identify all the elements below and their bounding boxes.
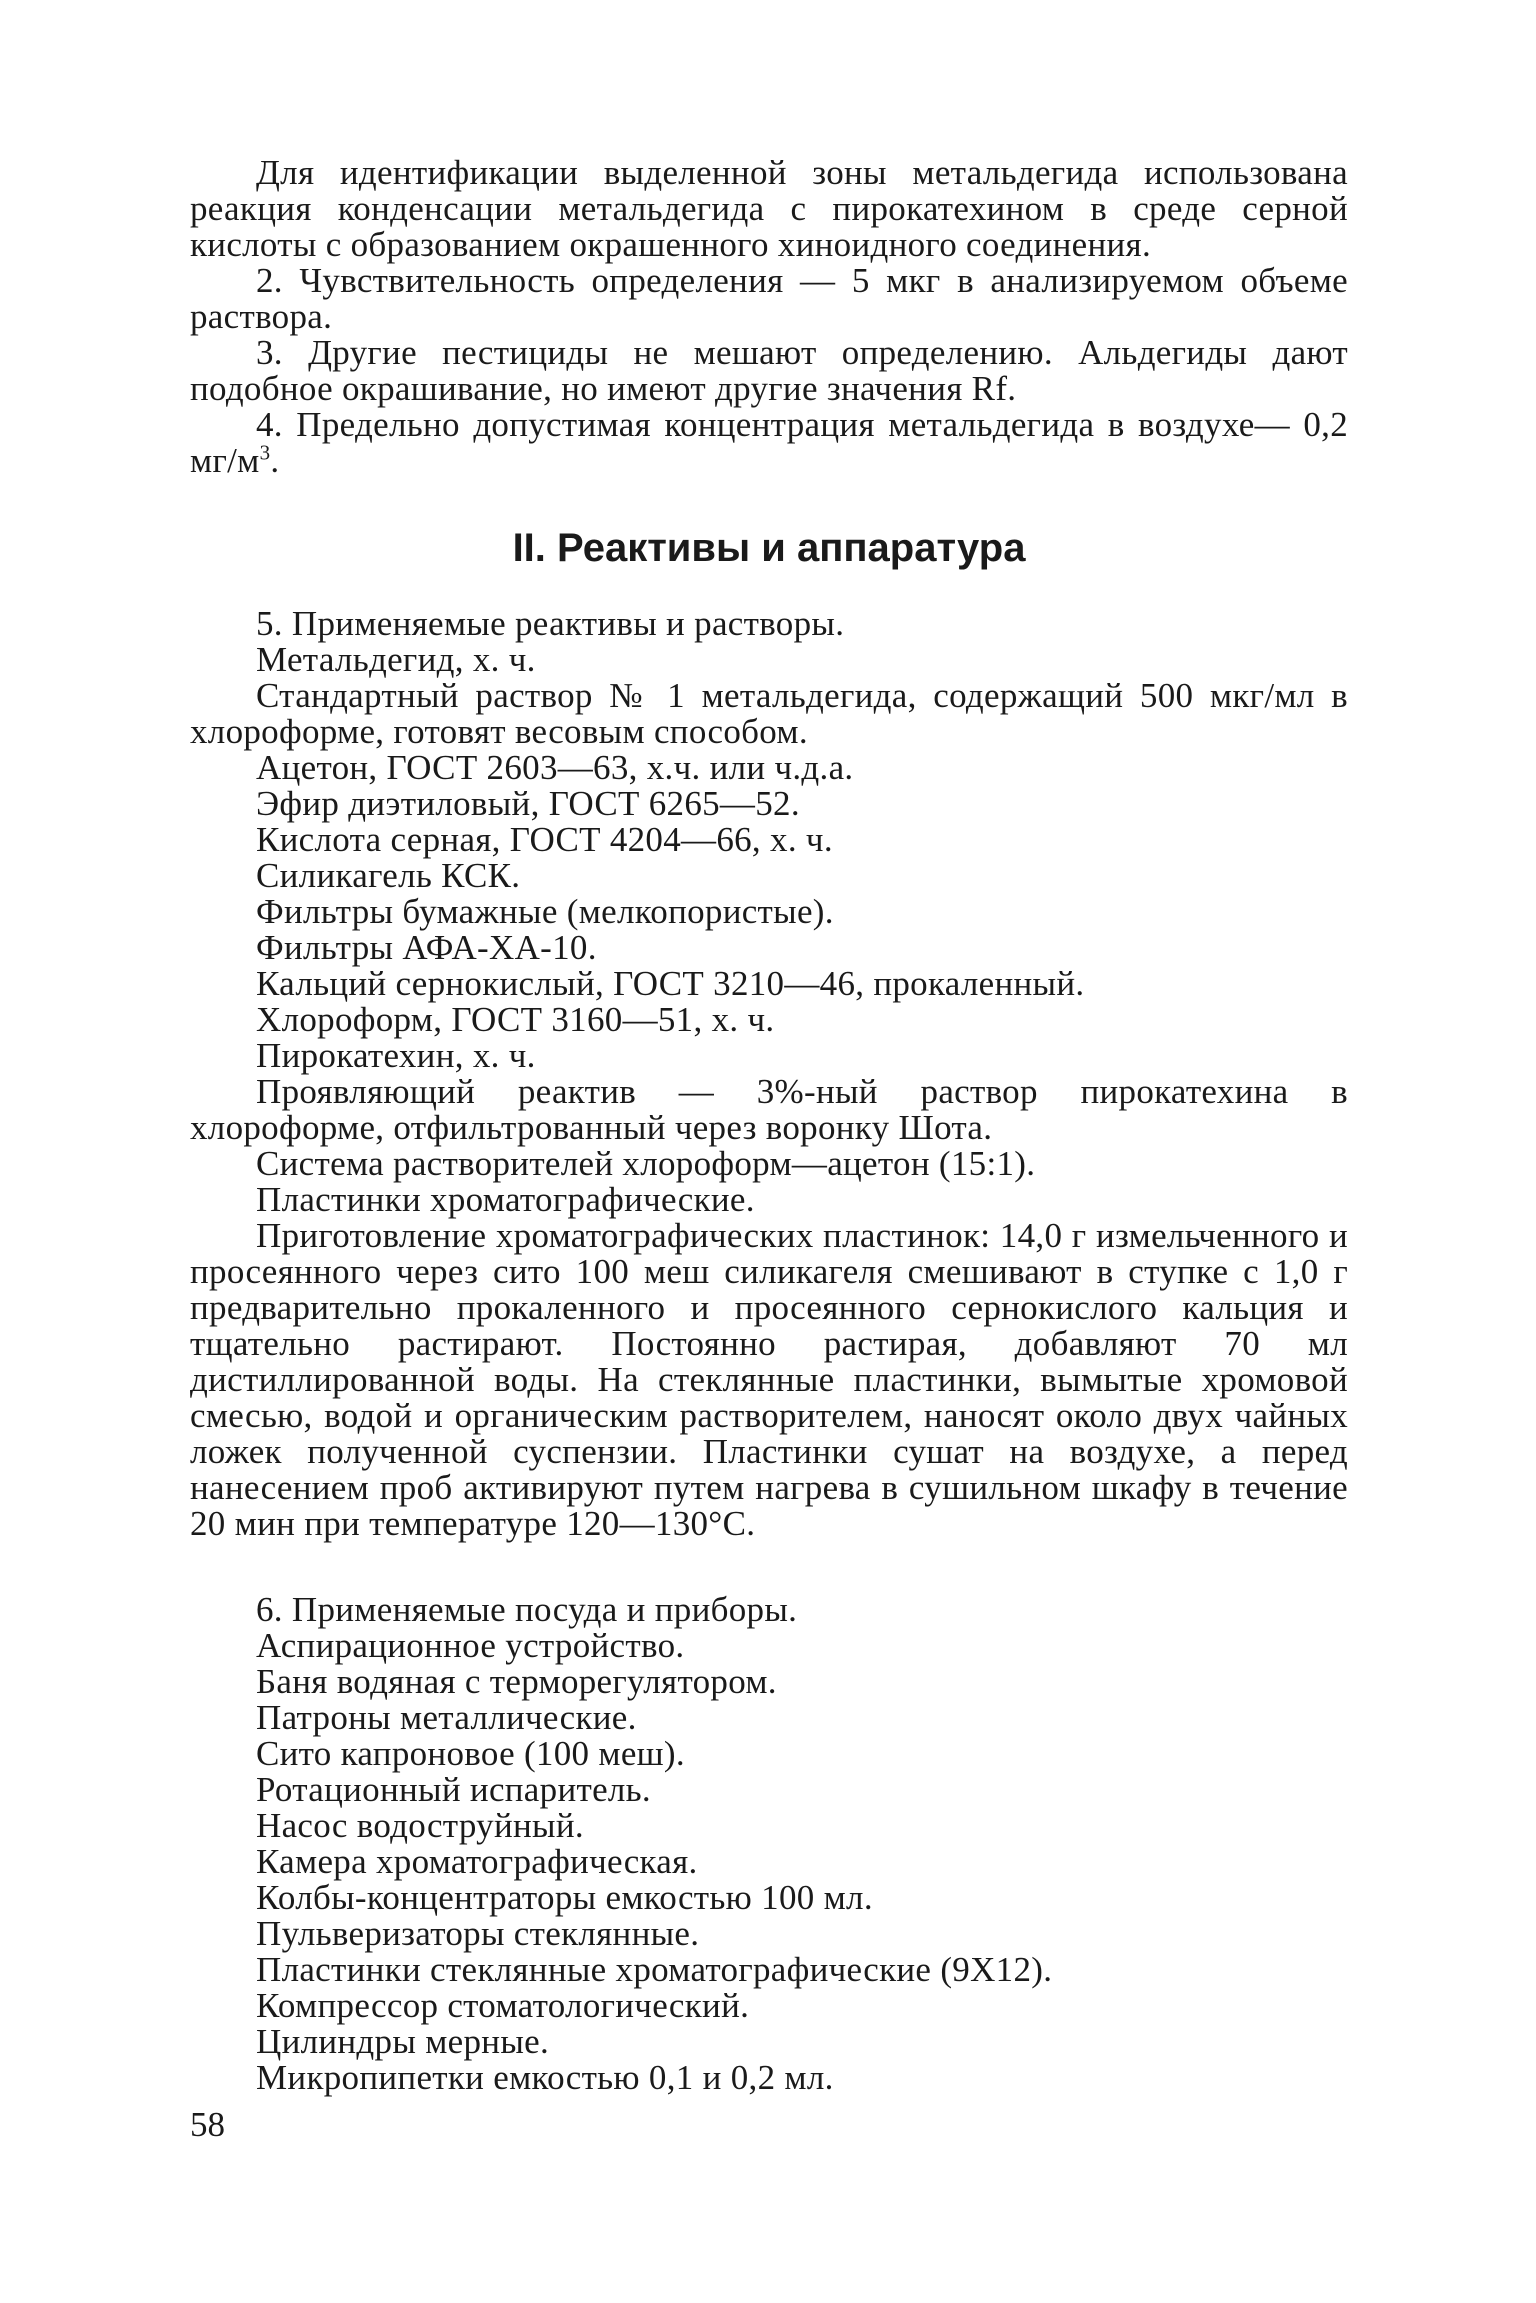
equipment-item: Пульверизаторы стеклянные.: [256, 1914, 700, 1953]
reagent-item: Система растворителей хлороформ—ацетон (15:1).: [256, 1144, 1036, 1183]
plate-preparation-paragraph: Приготовление хроматографических пластинок: 14,0 г измельченного и просеянного через сито 100 меш силикагеля смешивают в ступке с 1,0 г предварительно прокаленного и просеянного сернокислого кальция и тщательно растирают. Постоянно растирая, добавляют 70 мл дистиллированной воды. На стеклянные пластинки, вымытые хромовой смесью, водой и органическим растворителем, наносят около двух чайных ложек полученной суспензии. Пластинки сушат на воздухе, а перед нанесением проб активируют путем нагрева в сушильном шкафу в течение 20 мин при температуре 120—130°С.: [190, 1216, 1348, 1543]
intro-section: [190, 155, 1348, 479]
equipment-item: Цилиндры мерные.: [256, 2022, 550, 2061]
equipment-item: Сито капроновое (100 меш).: [256, 1734, 685, 1773]
reagent-item: Кислота серная, ГОСТ 4204—66, х. ч.: [256, 820, 833, 859]
reagents-section: [190, 606, 1348, 1542]
equipment-item: Компрессор стоматологический.: [256, 1986, 750, 2025]
equipment-item: Баня водяная с терморегулятором.: [256, 1662, 777, 1701]
equipment-section: [190, 1592, 1348, 2096]
reagent-item: Проявляющий реактив — 3%-ный раствор пирокатехина в хлороформе, отфильтрованный через воронку Шота.: [190, 1072, 1348, 1147]
equipment-item: Камера хроматографическая.: [256, 1842, 698, 1881]
reagent-item: Хлороформ, ГОСТ 3160—51, х. ч.: [256, 1000, 775, 1039]
reagent-item: Ацетон, ГОСТ 2603—63, х.ч. или ч.д.а.: [256, 748, 854, 787]
page-number: 58: [190, 2105, 225, 2144]
intro-paragraph-4-end: .: [270, 441, 280, 480]
equipment-item: Аспирационное устройство.: [256, 1626, 685, 1665]
reagent-item: Пластинки хроматографические.: [256, 1180, 755, 1219]
reagent-item: Кальций сернокислый, ГОСТ 3210—46, прокаленный.: [256, 964, 1085, 1003]
intro-paragraph-4-superscript: 3: [259, 440, 271, 465]
equipment-item: Патроны металлические.: [256, 1698, 637, 1737]
equipment-item: Колбы-концентраторы емкостью 100 мл.: [256, 1878, 873, 1917]
section-title: II. Реактивы и аппаратура: [512, 526, 1026, 570]
reagents-heading: 5. Применяемые реактивы и растворы.: [256, 604, 845, 643]
intro-paragraph-2: 2. Чувствительность определения — 5 мкг в анализируемом объеме раствора.: [190, 261, 1348, 336]
equipment-item: Пластинки стеклянные хроматографические (9Х12).: [256, 1950, 1053, 1989]
equipment-heading: 6. Применяемые посуда и приборы.: [256, 1590, 798, 1629]
reagent-item: Фильтры АФА-ХА-10.: [256, 928, 597, 967]
reagent-item: Эфир диэтиловый, ГОСТ 6265—52.: [256, 784, 800, 823]
reagent-item: Пирокатехин, х. ч.: [256, 1036, 536, 1075]
reagent-item: Метальдегид, х. ч.: [256, 640, 536, 679]
equipment-item: Ротационный испаритель.: [256, 1770, 651, 1809]
intro-paragraph-4: [190, 407, 1348, 479]
intro-paragraph-4-text: 4. Предельно допустимая концентрация метальдегида в воздухе— 0,2 мг/м: [190, 405, 1348, 480]
intro-paragraph-3: 3. Другие пестициды не мешают определению. Альдегиды дают подобное окрашивание, но имеют другие значения Rf.: [190, 333, 1348, 408]
reagent-item: Силикагель КСК.: [256, 856, 521, 895]
equipment-item: Насос водоструйный.: [256, 1806, 584, 1845]
reagent-item: Стандартный раствор № 1 метальдегида, содержащий 500 мкг/мл в хлороформе, готовят весовым способом.: [190, 676, 1348, 751]
intro-paragraph-1: Для идентификации выделенной зоны метальдегида использована реакция конденсации метальдегида с пирокатехином в среде серной кислоты с образованием окрашенного хиноидного соединения.: [190, 153, 1348, 264]
reagent-item: Фильтры бумажные (мелкопористые).: [256, 892, 834, 931]
equipment-item: Микропипетки емкостью 0,1 и 0,2 мл.: [256, 2058, 834, 2097]
